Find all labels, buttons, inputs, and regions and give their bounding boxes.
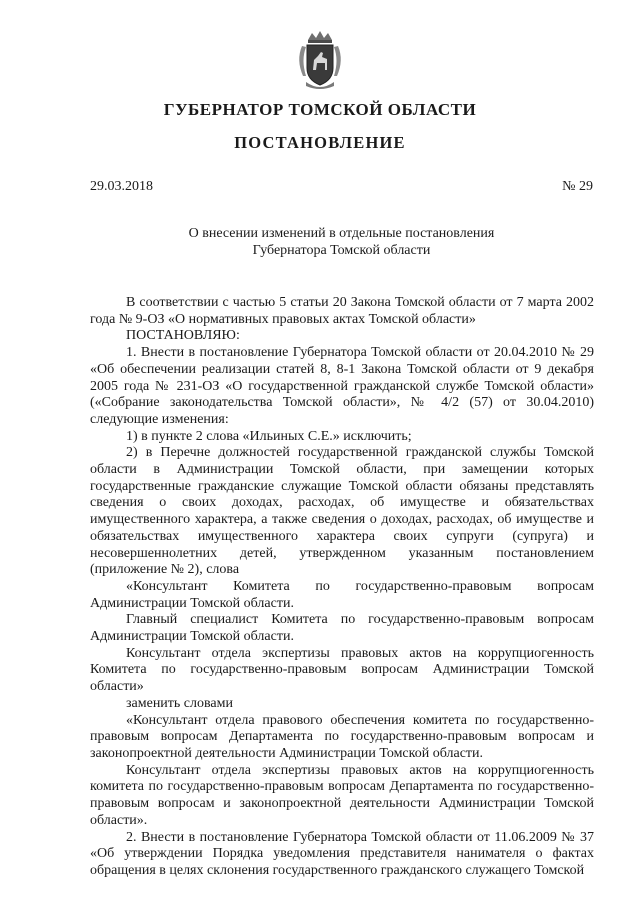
document-type: ПОСТАНОВЛЕНИЕ <box>234 133 406 152</box>
paragraph-item-1-2: 2) в Перечне должностей государственной гражданской службы Томской области в Администрации Томской области, при замещении которых государственные гражданские служащие Томской области обязаны представлять сведения о своих доходах, расходах, об имуществе и обязательствах имущественного характера, а также сведения о доходах, расходах, об имуществе и обязательствах имущественного характера своих супруги (супруга) и несовершеннолетних детей, утвержденном указанным постановлением (приложение № 2), слова <box>90 445 594 578</box>
paragraph-resolve: ПОСТАНОВЛЯЮ: <box>126 328 240 344</box>
document-date: 29.03.2018 <box>90 179 153 194</box>
document-body <box>90 295 594 880</box>
paragraph-new-1: «Консультант отдела правового обеспечения комитета по государственно-правовым вопросам Департамента по государственно-правовым вопросам и законопроектной деятельности Администрации Томской области. <box>90 712 594 761</box>
coat-of-arms-icon <box>294 30 346 92</box>
paragraph-quote-1: «Консультант Комитета по государственно-правовым вопросам Администрации Томской области. <box>90 578 594 611</box>
paragraph-preamble: В соответствии с частью 5 статьи 20 Закона Томской области от 7 марта 2002 года № 9-ОЗ «О нормативных правовых актах Томской области» <box>90 295 594 327</box>
paragraph-quote-3: Консультант отдела экспертизы правовых актов на коррупциогенность Комитета по государственно-правовым вопросам Администрации Томской области» <box>90 645 594 695</box>
document-subject <box>90 225 593 259</box>
paragraph-new-2: Консультант отдела экспертизы правовых актов на коррупциогенность комитета по государственно-правовым вопросам Департамента по государственно-правовым вопросам и законопроектной деятельности Администрации Томской области». <box>90 762 594 828</box>
document-number: № 29 <box>562 179 593 194</box>
paragraph-quote-2: Главный специалист Комитета по государственно-правовым вопросам Администрации Томской области. <box>90 612 594 645</box>
paragraph-item-1-1: 1) в пункте 2 слова «Ильиных С.Е.» исключить; <box>126 428 412 444</box>
paragraph-item-1: 1. Внести в постановление Губернатора Томской области от 20.04.2010 № 29 «Об обеспечении реализации статей 8, 8-1 Закона Томской области от 9 декабря 2005 года № 231-ОЗ «О государственной гражданской службе Томской области» («Собрание законодательства Томской области», № 4/2 (57) от 30.04.2010) следующие изменения: <box>90 345 594 427</box>
subject-line-2: Губернатора Томской области <box>252 243 431 258</box>
paragraph-replace: заменить словами <box>126 695 233 711</box>
paragraph-item-2: 2. Внести в постановление Губернатора Томской области от 11.06.2009 № 37 «Об утверждении Порядка уведомления представителя нанимателя о фактах обращения в целях склонения государственного гражданского служащего Томской <box>90 829 594 878</box>
subject-line-1: О внесении изменений в отдельные постановления <box>188 226 495 241</box>
issuer-title: ГУБЕРНАТОР ТОМСКОЙ ОБЛАСТИ <box>163 100 477 119</box>
